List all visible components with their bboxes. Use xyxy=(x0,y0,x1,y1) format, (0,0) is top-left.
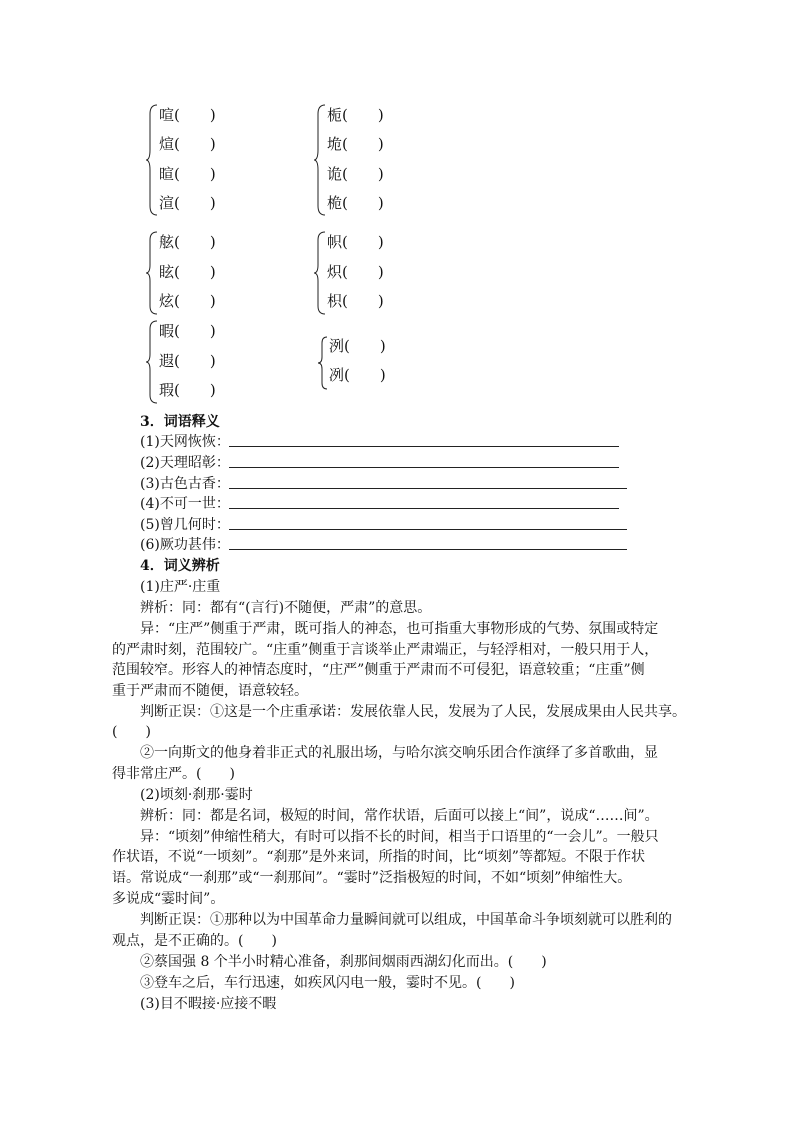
definition-item-2: (2)天理昭彰： xyxy=(140,455,230,471)
group-2-row-1: 栀( ) xyxy=(327,106,384,124)
answer-line-6[interactable] xyxy=(229,549,627,550)
group-6-row-1: 洌( ) xyxy=(329,337,386,355)
subsection-1-q2-line-1: ②一向斯文的他身着非正式的礼服出场，与哈尔滨交响乐团合作演绎了多首歌曲，显 xyxy=(112,745,658,761)
subsection-2-bianxi: 辨析：同：都是名词，极短的时间，常作状语，后面可以接上“间”，说成“……间”。 xyxy=(140,808,659,824)
brace-group-4 xyxy=(314,231,326,315)
subsection-2-title: (2)顷刻·刹那·霎时 xyxy=(140,787,253,803)
subsection-3-title: (3)目不暇接·应接不暇 xyxy=(140,996,277,1012)
section-4-heading: 4．词义辨析 xyxy=(140,558,220,574)
section-3-heading: 3．词语释义 xyxy=(140,414,220,430)
subsection-2-q3[interactable]: ③登车之后，车行迅速，如疾风闪电一般，霎时不见。( ) xyxy=(140,975,515,991)
definition-item-6: (6)厥功甚伟： xyxy=(140,537,230,553)
definition-item-5: (5)曾几何时： xyxy=(140,517,230,533)
group-3-row-1: 舷( ) xyxy=(159,233,216,251)
definition-item-4: (4)不可一世： xyxy=(140,496,230,512)
brace-group-1 xyxy=(146,104,158,216)
subsection-1-bianxi: 辨析：同：都有“(言行)不随便，严肃”的意思。 xyxy=(140,600,432,616)
group-1-row-3: 暄( ) xyxy=(159,165,216,183)
group-2-row-4: 桅( ) xyxy=(327,194,384,212)
group-4-row-3: 枳( ) xyxy=(327,292,384,310)
answer-line-4[interactable] xyxy=(229,508,619,509)
group-5-row-1: 暇( ) xyxy=(159,322,216,340)
group-4-row-1: 帜( ) xyxy=(327,233,384,251)
subsection-1-yi-line-2: 的严肃时刻，范围较广。“庄重”侧重于言谈举止严肃端正，与轻浮相对，一般只用于人， xyxy=(112,642,659,658)
answer-line-1[interactable] xyxy=(229,446,619,447)
definition-item-1: (1)天网恢恢： xyxy=(140,434,230,450)
answer-line-2[interactable] xyxy=(229,467,619,468)
group-2-row-2: 垝( ) xyxy=(327,135,384,153)
group-3-row-3: 炫( ) xyxy=(159,292,216,310)
brace-group-2 xyxy=(314,104,326,216)
group-1-row-1: 喧( ) xyxy=(159,106,216,124)
subsection-1-yi-line-3: 范围较窄。形容人的神情态度时，“庄严”侧重于严肃而不可侵犯，语意较重；“庄重”侧 xyxy=(112,662,645,678)
subsection-1-yi-line-1: 异：“庄严”侧重于严肃，既可指人的神态，也可指重大事物形成的气势、氛围或特定 xyxy=(112,621,659,637)
brace-group-5 xyxy=(146,320,158,404)
group-6-row-2: 冽( ) xyxy=(329,366,386,384)
group-4-row-2: 炽( ) xyxy=(327,263,384,281)
group-2-row-3: 诡( ) xyxy=(327,165,384,183)
group-1-row-2: 煊( ) xyxy=(159,135,216,153)
subsection-2-judge-line-2[interactable]: 观点，是不正确的。( ) xyxy=(112,933,277,949)
group-5-row-3: 瑕( ) xyxy=(159,381,216,399)
subsection-1-yi-line-4: 重于严肃而不随便，语意较轻。 xyxy=(112,683,308,699)
subsection-1-q2-line-2[interactable]: 得非常庄严。( ) xyxy=(112,766,235,782)
subsection-2-yi-line-4: 多说成“霎时间”。 xyxy=(112,891,225,907)
group-5-row-2: 遐( ) xyxy=(159,352,216,370)
brace-group-3 xyxy=(146,231,158,315)
subsection-2-q2[interactable]: ②蔡国强 8 个半小时精心准备，刹那间烟雨西湖幻化而出。( ) xyxy=(140,954,547,970)
subsection-1-title: (1)庄严·庄重 xyxy=(140,579,221,595)
answer-line-5[interactable] xyxy=(229,529,627,530)
definition-item-3: (3)古色古香： xyxy=(140,476,230,492)
group-1-row-4: 渲( ) xyxy=(159,194,216,212)
answer-line-3[interactable] xyxy=(229,488,627,489)
brace-group-6 xyxy=(318,336,328,390)
subsection-2-yi-line-1: 异：“顷刻”伸缩性稍大，有时可以指不长的时间，相当于口语里的“一会儿”。一般只 xyxy=(112,829,659,845)
subsection-2-judge-line-1: 判断正误：①那种以为中国革命力量瞬间就可以组成，中国革命斗争顷刻就可以胜利的 xyxy=(112,912,672,928)
subsection-2-yi-line-3: 语。常说成“一刹那”或“一刹那间”。“霎时”泛指极短的时间，不如“顷刻”伸缩性大。 xyxy=(112,870,632,886)
group-3-row-2: 眩( ) xyxy=(159,263,216,281)
subsection-1-judge-answer-1[interactable]: ( ) xyxy=(112,724,151,740)
subsection-2-yi-line-2: 作状语，不说“一顷刻”。“刹那”是外来词，所指的时间，比“顷刻”等都短。不限于作状 xyxy=(112,849,645,865)
subsection-1-judge-line-1: 判断正误：①这是一个庄重承诺：发展依靠人民，发展为了人民，发展成果由人民共享。 xyxy=(112,704,686,720)
